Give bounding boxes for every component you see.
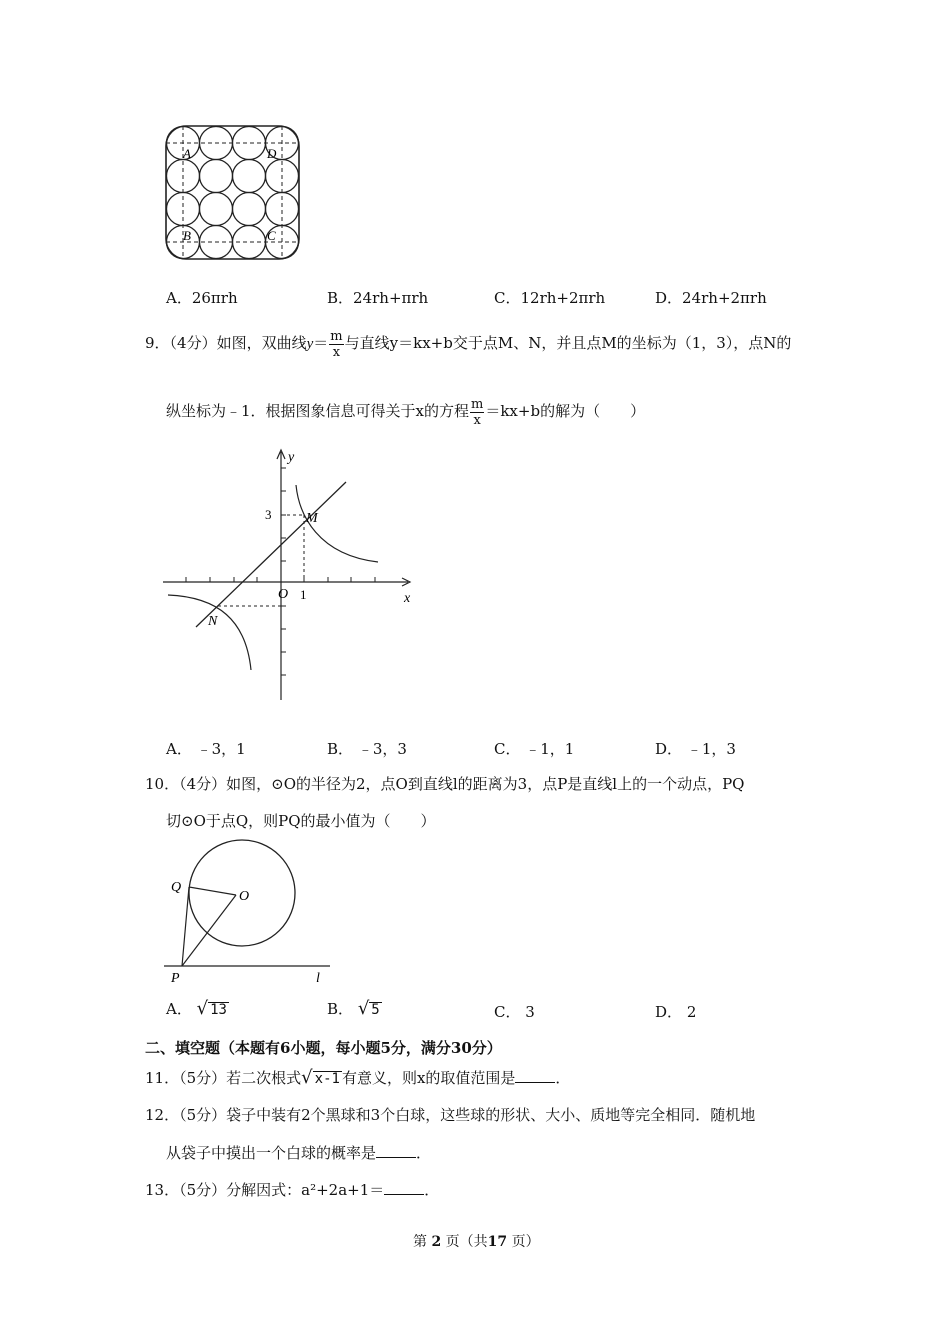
q13-line	[145, 1179, 439, 1200]
q10-option-c[interactable]	[494, 1001, 535, 1022]
q9-text-b: 与直线	[344, 334, 390, 352]
q9-text-a: 如图，双曲线	[216, 334, 307, 352]
q8-option-d-letter: D．	[655, 289, 683, 307]
footer-mid: 页（共	[445, 1234, 488, 1250]
q10-option-c-letter: C．	[494, 1003, 521, 1021]
q10-sqrt-icon-b: √	[357, 998, 370, 1019]
q9-fraction	[329, 329, 343, 360]
q12-end: ．	[416, 1144, 432, 1162]
q9-line2	[166, 394, 645, 428]
q11-end: ．	[555, 1069, 571, 1087]
q8-option-c-letter: C．	[494, 289, 521, 307]
q9-option-b[interactable]	[327, 738, 407, 759]
q9-option-c-text: ﹣1，1	[525, 740, 575, 758]
q9-option-d[interactable]	[655, 738, 736, 759]
q9-frac2-num: m	[471, 396, 484, 412]
q11-sqrt-icon: √	[301, 1067, 313, 1088]
q9-number: 9．	[145, 334, 170, 352]
q10-text-a: 如图，⊙O的半径为2，点O到直线l的距离为3，点P是直线l上的一个动点，PQ	[226, 775, 745, 793]
q13-end: ．	[424, 1181, 440, 1199]
q8-option-a-letter: A．	[166, 289, 192, 307]
q10-figure	[162, 838, 337, 990]
q10-option-b-radicand: 5	[371, 1002, 380, 1018]
q8-label-c: C	[267, 228, 276, 243]
q8-figure	[160, 120, 305, 265]
q9-text-e: ＝kx+b的解为（ ）	[485, 402, 646, 420]
q12-answer-blank[interactable]	[376, 1145, 416, 1158]
q10-option-a-radicand: 13	[210, 1002, 227, 1018]
q13-text-a: 分解因式：	[226, 1181, 302, 1199]
q11-answer-blank[interactable]	[515, 1070, 555, 1083]
q8-option-d[interactable]	[655, 287, 767, 308]
section2-title: 二、填空题（本题有6小题，每小题5分，满分30分）	[145, 1039, 502, 1057]
page-footer	[413, 1231, 540, 1251]
q10-option-c-text: 3	[525, 1003, 535, 1021]
q9-option-a[interactable]	[166, 738, 246, 759]
q10-option-b[interactable]	[327, 998, 382, 1019]
q10-label-o: O	[239, 889, 250, 904]
q9-origin-label: O	[278, 587, 289, 602]
q11-radicand: x-1	[314, 1071, 340, 1087]
q10-score: （4分）	[179, 775, 227, 793]
q9-fraction-2	[470, 397, 484, 428]
q9-eq-equals: ＝	[313, 334, 329, 352]
q10-label-p: P	[171, 971, 180, 986]
q10-label-q: Q	[171, 880, 182, 895]
q8-option-c[interactable]	[494, 287, 605, 308]
q11-number: 11．	[145, 1069, 180, 1087]
q8-label-a: A	[183, 146, 191, 161]
footer-page-number: 2	[431, 1234, 442, 1250]
q9-line-eq: y＝kx+b	[389, 334, 453, 352]
q12-line2	[166, 1142, 431, 1163]
q8-option-a[interactable]	[166, 287, 238, 308]
q9-option-b-letter: B．	[327, 740, 354, 758]
q12-line1	[145, 1104, 755, 1125]
q9-eq-y: y	[306, 336, 314, 352]
q9-score: （4分）	[169, 334, 217, 352]
q13-number: 13．	[145, 1181, 180, 1199]
footer-post: 页）	[511, 1234, 540, 1250]
q10-option-d[interactable]	[655, 1001, 696, 1022]
q9-option-a-text: ﹣3，1	[196, 740, 246, 758]
q9-text-c: 交于点M、N，并且点M的坐标为（1，3），点N的	[452, 334, 792, 352]
q12-text-b: 从袋子中摸出一个白球的概率是	[166, 1144, 377, 1162]
q8-option-b-letter: B．	[327, 289, 354, 307]
q12-text-a: 袋子中装有2个黑球和3个白球，这些球的形状、大小、质地等完全相同．随机地	[226, 1106, 756, 1124]
q12-score: （5分）	[179, 1106, 227, 1124]
q9-text-d: 纵坐标为﹣1．根据图象信息可得关于x的方程	[166, 402, 470, 420]
q9-line1	[145, 326, 791, 361]
q10-text-b: 切⊙O于点Q，则PQ的最小值为（ ）	[166, 812, 436, 830]
q9-frac-den: x	[332, 344, 341, 360]
q11-text-b: 有意义，则x的取值范围是	[341, 1069, 516, 1087]
q9-axis-x-label: x	[404, 591, 411, 606]
q9-point-n-label: N	[208, 614, 218, 629]
q12-number: 12．	[145, 1106, 180, 1124]
q9-option-c-letter: C．	[494, 740, 521, 758]
q10-number: 10．	[145, 775, 180, 793]
q10-line2	[166, 810, 436, 831]
q9-frac-num: m	[330, 328, 343, 344]
q9-frac2-den: x	[473, 412, 481, 428]
q10-line1	[145, 773, 744, 794]
q10-label-l: l	[316, 971, 320, 986]
q10-option-d-letter: D．	[655, 1003, 683, 1021]
q11-line	[145, 1067, 570, 1088]
q8-option-a-text: 26πrh	[191, 289, 238, 307]
q9-option-c[interactable]	[494, 738, 574, 759]
q13-score: （5分）	[179, 1181, 227, 1199]
q8-option-c-text: 12rh+2πrh	[520, 289, 606, 307]
q9-option-d-letter: D．	[655, 740, 683, 758]
q10-option-a-letter: A．	[166, 1000, 192, 1018]
q9-graph	[158, 445, 423, 707]
q9-tick-1-label: 1	[300, 587, 307, 602]
q13-expression: a²+2a+1＝	[301, 1181, 385, 1199]
q8-label-b: B	[183, 228, 191, 243]
q9-axis-y-label: y	[288, 450, 295, 465]
q9-tick-3-label: 3	[265, 507, 272, 522]
footer-pre: 第	[413, 1234, 427, 1250]
q10-option-a[interactable]	[166, 998, 229, 1019]
q8-option-d-text: 24rh+2πrh	[682, 289, 767, 307]
q9-option-b-text: ﹣3，3	[357, 740, 407, 758]
q10-option-b-letter: B．	[327, 1000, 354, 1018]
q8-option-b[interactable]	[327, 287, 428, 308]
q8-label-d: D	[267, 146, 277, 161]
footer-total-pages: 17	[487, 1234, 508, 1250]
q13-answer-blank[interactable]	[384, 1182, 424, 1195]
q8-option-b-text: 24rh+πrh	[353, 289, 429, 307]
q10-option-d-text: 2	[686, 1003, 697, 1021]
q11-score: （5分）	[179, 1069, 227, 1087]
q11-text-a: 若二次根式	[226, 1069, 302, 1087]
q10-sqrt-icon: √	[196, 998, 209, 1019]
q9-option-d-text: ﹣1，3	[686, 740, 736, 758]
q9-option-a-letter: A．	[166, 740, 192, 758]
q9-point-m-label: M	[306, 511, 318, 526]
